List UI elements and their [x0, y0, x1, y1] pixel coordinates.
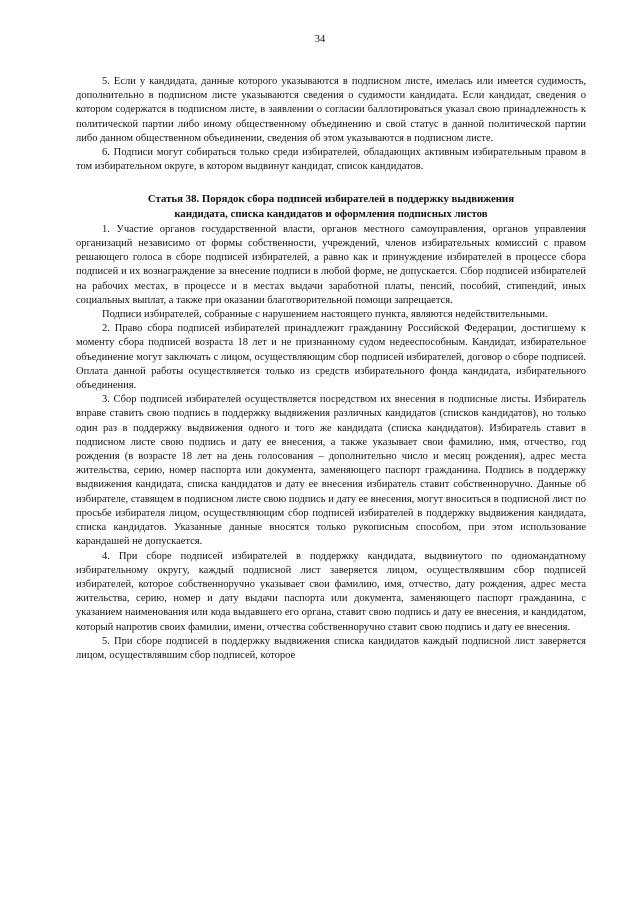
article-38-paragraph-4: 4. При сборе подписей избирателей в поддержку кандидата, выдвинутого по одномандатному избирательному округу, каждый подписной лист заверяется лицом, осуществлявшим сбор подписей избирателей, которое собственноручно указывает свои фамилию, имя, отчество, дату рождения, адрес места жительства, серию, номер и дату выдачи паспорта или документа, заменяющего паспорт гражданина, с указанием наименования или кода выдавшего его органа, ставит свою подпись и дату ее внесения, и кандидатом, который напротив своих фамилии, имени, отчества собственноручно ставит свою подпись и дату ее внесения.: [76, 550, 586, 633]
paragraph-5-criminal-record: 5. Если у кандидата, данные которого указываются в подписном листе, имелась или имеется судимость, дополнительно в подписном листе указываются сведения о судимости кандидата. Если кандидат, сведения о котором содержатся в подписном листе, в заявлении о согласии баллотироваться указал свою принадлежность к политической партии либо иному общественному объединению и свой статус в данной политической партии либо данном общественном объединении, сведения об этом указываются в подписном листе.: [76, 76, 586, 144]
article-38-paragraph-5: 5. При сборе подписей в поддержку выдвижения списка кандидатов каждый подписной лист заверяется лицом, осуществлявшим сбор подписей, которое: [76, 635, 586, 661]
article-38-paragraph-3: 3. Сбор подписей избирателей осуществляется посредством их внесения в подписные листы. Избиратель вправе ставить свою подпись в поддержку выдвижения различных кандидатов (списков кандидатов), но только один раз в поддержку выдвижения одного и того же кандидата (списка кандидатов). Избиратель ставит в подписном листе свою подпись и дату ее внесения, а также указывает свои фамилию, имя, отчество, год рождения (в возрасте 18 лет на день голосования – дополнительно число и месяц рождения), адрес места жительства, серию, номер паспорта или документа, заменяющего паспорт гражданина. Подпись в поддержку выдвижения кандидата, списка кандидатов и дату ее внесения избиратель ставит собственноручно. Данные об избирателе, ставящем в подписном листе свою подпись и дату ее внесения, могут вноситься в подписной лист по просьбе избирателя лицом, осуществляющим сбор подписей избирателей в поддержку выдвижения кандидата, списка кандидатов. Указанные данные вносятся только рукописным способом, при этом использование карандашей не допускается.: [76, 394, 586, 548]
article-38-paragraph-1-invalid-signatures: Подписи избирателей, собранные с нарушением настоящего пункта, являются недействительными.: [102, 309, 548, 321]
page-number: 34: [314, 34, 326, 45]
article-38-title: [76, 192, 586, 220]
article-38-paragraph-1: 1. Участие органов государственной власти, органов местного самоуправления, органов управления организаций независимо от формы собственности, учреждений, членов избирательных комиссий с правом решающего голоса в сборе подписей избирателей, а равно как и принуждение избирателей в процессе сбора подписей и их вознаграждение за внесение подписи в любой форме, не допускается. Сбор подписей избирателей на рабочих местах, в процессе и в местах выдачи заработной платы, пенсий, пособий, стипендий, иных социальных выплат, а также при оказании благотворительной помощи запрещается.: [76, 223, 586, 306]
article-title-line-2: кандидата, списка кандидатов и оформления подписных листов: [174, 207, 488, 220]
article-38-paragraph-2: 2. Право сбора подписей избирателей принадлежит гражданину Российской Федерации, достигшему к моменту сбора подписей возраста 18 лет и не признанному судом недееспособным. Кандидат, избирательное объединение могут заключать с лицом, осуществляющим сбор подписей избирателей, договор о сборе подписей. Оплата данной работы осуществляется только из средств избирательного фонда кандидата, избирательного объединения.: [76, 323, 586, 392]
paragraph-6-signature-eligibility: 6. Подписи могут собираться только среди избирателей, обладающих активным избирательным правом в том избирательном округе, в котором выдвинут кандидат, список кандидатов.: [76, 147, 586, 173]
document-body: [76, 75, 586, 663]
article-title-line-1: Статья 38. Порядок сбора подписей избирателей в поддержку выдвижения: [147, 193, 515, 206]
